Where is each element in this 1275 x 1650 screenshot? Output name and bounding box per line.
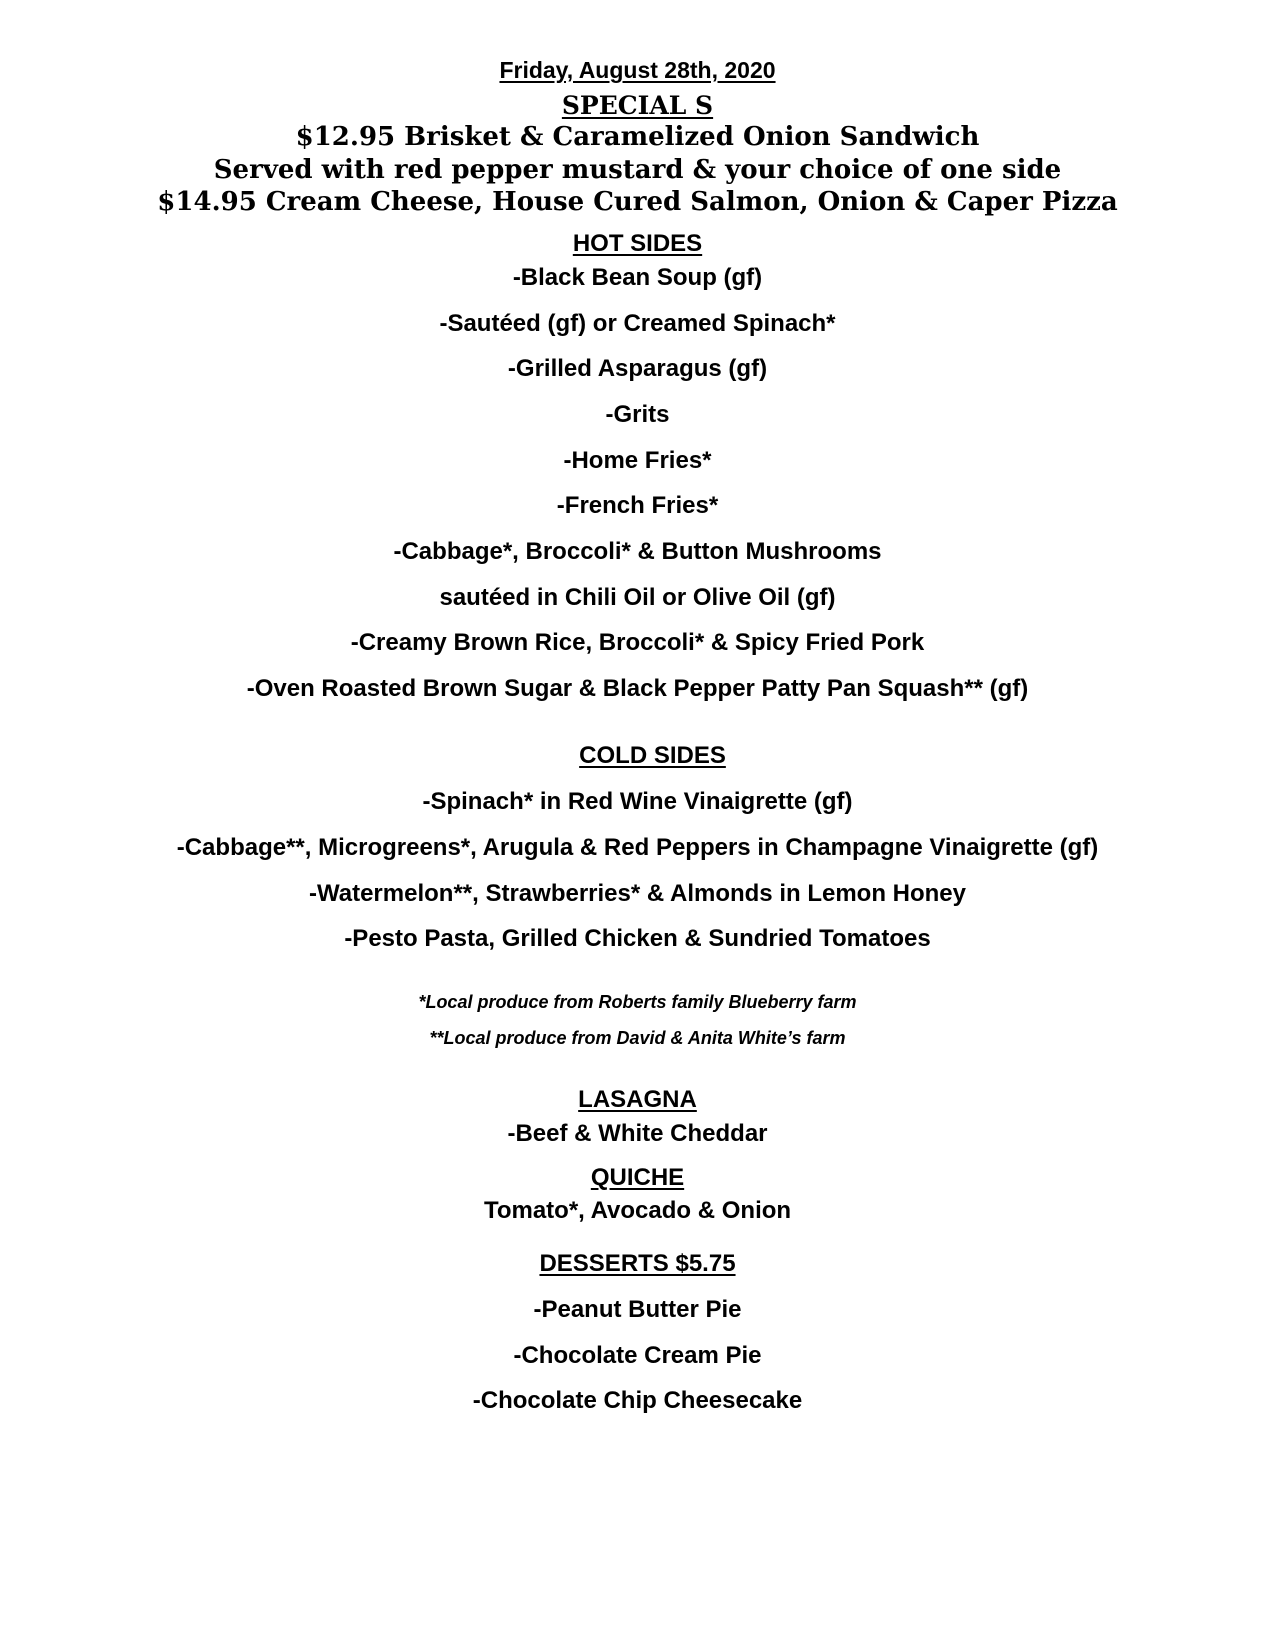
local-produce-note: *Local produce from Roberts family Blueberry farm xyxy=(418,992,857,1012)
quiche-item: Tomato*, Avocado & Onion xyxy=(483,1197,792,1224)
special-brisket-sandwich: $12.95 Brisket & Caramelized Onion Sandwich xyxy=(295,122,980,152)
hot-sides-heading: HOT SIDES xyxy=(572,230,703,257)
cold-side-item: -Spinach* in Red Wine Vinaigrette (gf) xyxy=(422,788,853,815)
dessert-item: -Chocolate Cream Pie xyxy=(513,1342,762,1369)
hot-side-item: -Home Fries* xyxy=(563,447,712,474)
cold-side-item: -Cabbage**, Microgreens*, Arugula & Red Peppers in Champagne Vinaigrette (gf) xyxy=(176,834,1099,861)
dessert-item: -Chocolate Chip Cheesecake xyxy=(472,1387,803,1414)
specials-heading: SPECIAL S xyxy=(561,91,714,120)
hot-side-item: -Sautéed (gf) or Creamed Spinach* xyxy=(439,310,836,337)
lasagna-heading: LASAGNA xyxy=(578,1086,697,1113)
hot-side-item: -Grits xyxy=(605,401,670,428)
local-produce-note: **Local produce from David & Anita White’s farm xyxy=(429,1028,846,1048)
lasagna-item: -Beef & White Cheddar xyxy=(507,1120,768,1147)
special-sandwich-description: Served with red pepper mustard & your choice of one side xyxy=(213,155,1062,185)
hot-side-item: -Oven Roasted Brown Sugar & Black Pepper Patty Pan Squash** (gf) xyxy=(246,675,1029,702)
dessert-item: -Peanut Butter Pie xyxy=(533,1296,742,1323)
hot-side-item: -Black Bean Soup (gf) xyxy=(512,264,763,291)
hot-side-item: sautéed in Chili Oil or Olive Oil (gf) xyxy=(439,584,836,611)
desserts-heading: DESSERTS $5.75 xyxy=(539,1250,736,1277)
menu-date: Friday, August 28th, 2020 xyxy=(499,57,776,83)
quiche-heading: QUICHE xyxy=(590,1164,685,1191)
cold-sides-heading: COLD SIDES xyxy=(579,742,726,769)
hot-side-item: -French Fries* xyxy=(556,492,719,519)
hot-side-item: -Creamy Brown Rice, Broccoli* & Spicy Fried Pork xyxy=(350,629,925,656)
hot-side-item: -Cabbage*, Broccoli* & Button Mushrooms xyxy=(393,538,882,565)
hot-side-item: -Grilled Asparagus (gf) xyxy=(507,355,768,382)
cold-side-item: -Pesto Pasta, Grilled Chicken & Sundried Tomatoes xyxy=(344,925,931,952)
special-salmon-pizza: $14.95 Cream Cheese, House Cured Salmon, Onion & Caper Pizza xyxy=(157,187,1118,217)
cold-side-item: -Watermelon**, Strawberries* & Almonds in Lemon Honey xyxy=(308,880,966,907)
